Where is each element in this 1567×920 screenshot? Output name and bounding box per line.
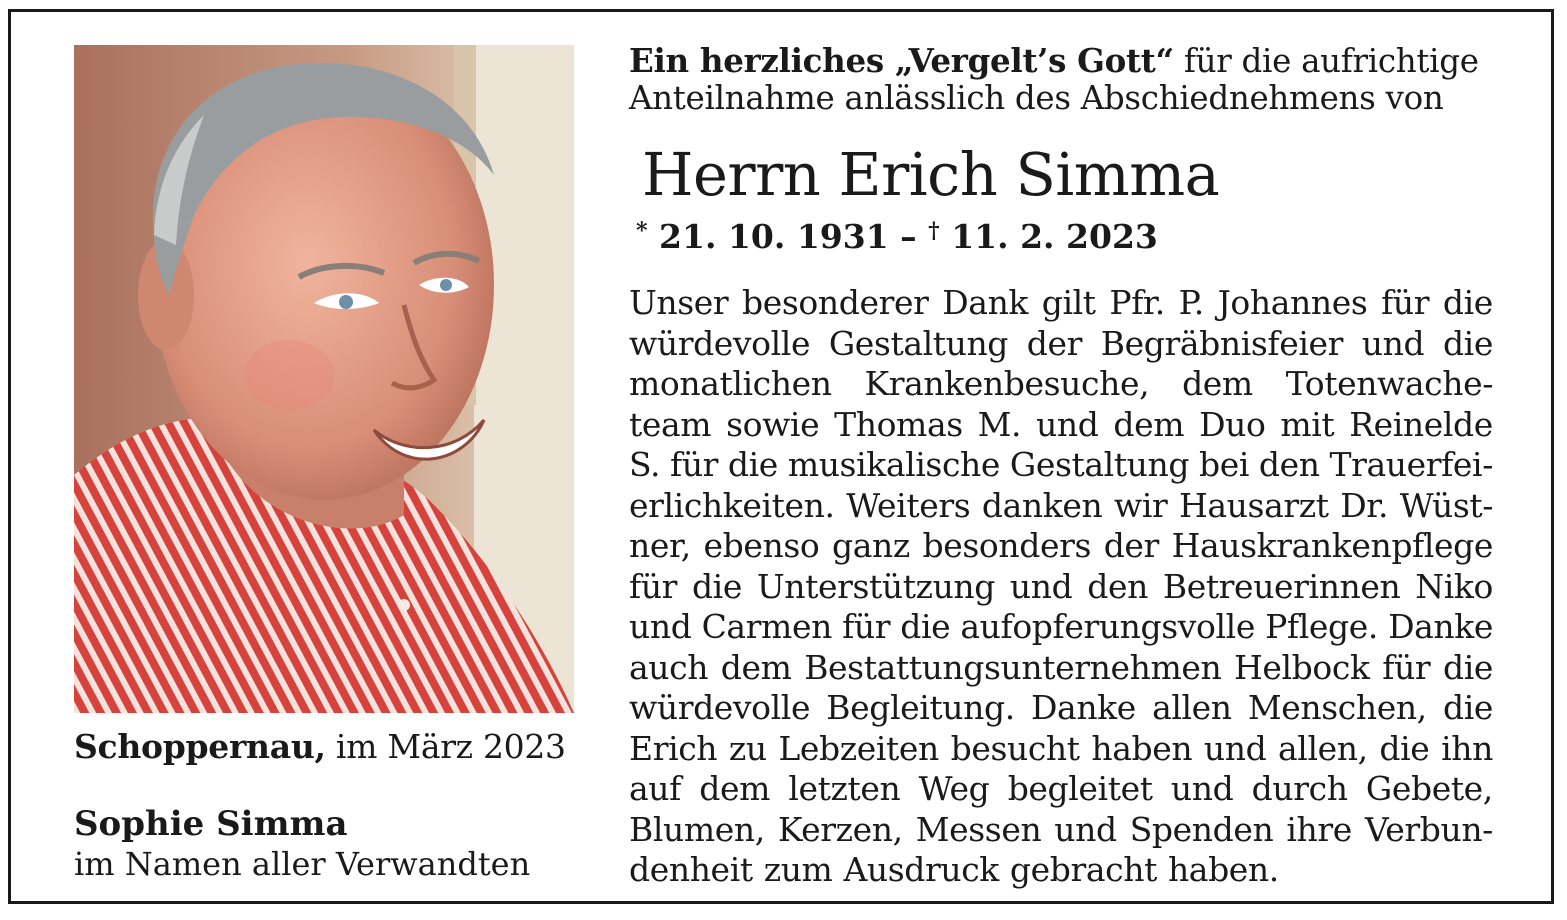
body-word: allen <box>1152 688 1232 727</box>
body-word: sowie <box>726 404 820 444</box>
body-word: Johannes <box>1217 283 1368 322</box>
body-word: Wüst- <box>1399 485 1493 525</box>
signatory-name: Sophie Simma <box>74 804 348 844</box>
body-word: Bestattungsunternehmen <box>804 647 1222 687</box>
body-word: Pflege. <box>1265 607 1378 646</box>
body-word: zum <box>763 850 833 889</box>
body-word: haben. <box>1167 850 1279 889</box>
body-word: der <box>1103 526 1159 565</box>
body-word: der <box>1026 323 1083 363</box>
body-word: gilt <box>1041 283 1096 322</box>
body-word: ner, <box>629 526 691 565</box>
body-word: Totenwache- <box>1285 364 1493 403</box>
body-word: Betreuerinnen <box>1162 566 1401 606</box>
body-line <box>629 850 1493 891</box>
body-word: Carmen <box>701 607 832 646</box>
body-word: und <box>1054 809 1117 849</box>
body-word: Dank <box>942 283 1029 322</box>
body-word: danken <box>981 485 1103 525</box>
body-word: ebenso <box>703 526 820 565</box>
body-word: wir <box>1113 485 1168 525</box>
body-word: zu <box>728 728 767 768</box>
body-word: Ausdruck <box>843 850 999 889</box>
body-word: den <box>1087 566 1148 606</box>
body-word: Reinelde <box>1349 404 1493 444</box>
body-line <box>629 283 1493 324</box>
body-word: und <box>1036 404 1099 444</box>
body-word: ganz <box>832 526 910 565</box>
body-word: den <box>1258 445 1320 484</box>
intro-bold: Ein herzliches „Vergelt’s Gott“ <box>629 41 1174 80</box>
body-word: M. <box>977 404 1022 444</box>
body-word: Lebzeiten <box>778 728 939 768</box>
body-line <box>629 324 1493 365</box>
body-word: Menschen, <box>1247 688 1427 727</box>
body-word: für <box>629 566 678 606</box>
body-word: die <box>691 566 742 606</box>
body-word: Danke <box>1030 688 1136 727</box>
death-symbol: † <box>928 218 940 244</box>
body-word: Unser <box>629 283 729 322</box>
life-dates <box>636 217 1158 256</box>
body-word: die <box>1442 323 1493 363</box>
body-word: letzten <box>788 769 901 808</box>
body-word: erlichkeiten. <box>629 485 835 525</box>
body-word: Kerzen, <box>777 809 903 849</box>
body-word: Helbock <box>1234 647 1370 687</box>
body-word: dem <box>1182 364 1253 403</box>
body-word: Danke <box>1388 607 1493 646</box>
body-line <box>629 688 1493 729</box>
body-word: für <box>670 445 719 484</box>
body-word: denheit <box>629 850 753 889</box>
body-word: und <box>1009 566 1073 606</box>
body-word: Duo <box>1199 404 1266 444</box>
body-word: und <box>629 607 692 646</box>
body-word: durch <box>1251 769 1348 808</box>
body-line <box>629 486 1493 527</box>
body-word: Weg <box>918 769 990 808</box>
intro-text <box>629 42 1499 117</box>
body-word: Gestaltung <box>828 323 1009 363</box>
body-word: würdevolle <box>629 688 811 727</box>
body-word: Erich <box>629 728 718 768</box>
birth-symbol: * <box>636 218 648 244</box>
intro-line-2: Anteilnahme anlässlich des Abschiednehmens von <box>629 79 1444 117</box>
body-word: Messen <box>915 809 1042 849</box>
body-word: Verbun- <box>1364 809 1493 849</box>
body-word: besonders <box>922 526 1092 565</box>
body-line <box>629 607 1493 648</box>
body-word: besucht <box>950 728 1080 768</box>
place-name: Schoppernau, <box>74 727 326 766</box>
body-word: Thomas <box>834 404 963 444</box>
body-word: Trauerfei- <box>1329 445 1493 484</box>
body-word: aufopferungsvolle <box>960 607 1255 646</box>
body-line <box>629 445 1493 486</box>
intro-rest: für die aufrichtige <box>1173 42 1479 80</box>
body-word: für <box>1381 283 1430 322</box>
date-separator: – <box>900 217 917 256</box>
body-word: Hausarzt <box>1179 485 1329 525</box>
body-word: Spenden <box>1129 809 1274 849</box>
body-word: und <box>1170 769 1234 808</box>
body-word: dem <box>720 647 792 687</box>
deceased-name: Herrn Erich Simma <box>642 140 1220 209</box>
body-word: für <box>1382 647 1431 687</box>
body-word: Begräbnisfeier <box>1100 323 1344 363</box>
body-word: monatlichen <box>629 364 832 403</box>
body-word: team <box>629 404 712 444</box>
body-word: Krankenbesuche, <box>864 364 1150 403</box>
body-line <box>629 526 1493 567</box>
birth-date: 21. 10. 1931 <box>659 217 889 256</box>
body-word: würdevolle <box>629 323 811 363</box>
signatory-subtitle: im Namen aller Verwandten <box>74 845 531 883</box>
body-word: Weiters <box>846 485 971 525</box>
body-word: auch <box>629 647 709 687</box>
body-word: P. <box>1178 283 1204 322</box>
body-word: die <box>900 607 951 646</box>
intro-line-1 <box>629 42 1499 80</box>
body-line <box>629 567 1493 608</box>
body-line <box>629 729 1493 770</box>
body-line <box>629 648 1493 689</box>
body-word: Unterstützung <box>756 566 996 606</box>
body-word: Gestaltung <box>1009 445 1190 484</box>
body-line <box>629 810 1493 851</box>
body-line <box>629 405 1493 446</box>
body-word: ihn <box>1441 728 1493 768</box>
body-word: Begleitung. <box>826 688 1015 727</box>
body-word: haben <box>1091 728 1193 768</box>
body-word: und <box>1361 323 1425 363</box>
caption-date: im März 2023 <box>325 727 566 766</box>
body-word: gebracht <box>1009 850 1157 889</box>
body-word: und <box>1203 728 1267 768</box>
place-date-caption <box>74 727 566 766</box>
body-word: Dr. <box>1340 485 1389 525</box>
body-word: dem <box>699 769 771 808</box>
body-word: ihre <box>1286 809 1352 849</box>
body-word: die <box>1442 688 1493 727</box>
body-word: Pfr. <box>1109 283 1165 322</box>
body-word: für <box>842 607 891 646</box>
body-line <box>629 364 1493 405</box>
body-word: bei <box>1199 445 1250 484</box>
body-word: dem <box>1113 404 1185 444</box>
body-word: musikalische <box>787 445 1001 484</box>
portrait-photo <box>74 45 574 713</box>
body-word: besonderer <box>742 283 929 322</box>
body-word: allen, <box>1278 728 1368 768</box>
body-word: auf <box>629 769 681 808</box>
thanks-body <box>629 283 1493 891</box>
body-word: die <box>1442 647 1493 687</box>
body-line <box>629 769 1493 810</box>
body-word: die <box>1442 283 1493 322</box>
body-word: S. <box>629 445 661 484</box>
body-word: Niko <box>1415 566 1493 606</box>
body-word: Blumen, <box>629 809 765 849</box>
body-word: Hauskrankenpflege <box>1171 526 1493 565</box>
body-word: Gebete, <box>1365 769 1493 808</box>
body-word: mit <box>1280 404 1335 444</box>
body-word: die <box>727 445 778 484</box>
death-date: 11. 2. 2023 <box>951 217 1158 256</box>
body-word: die <box>1379 728 1430 768</box>
body-word: begleitet <box>1007 769 1153 808</box>
